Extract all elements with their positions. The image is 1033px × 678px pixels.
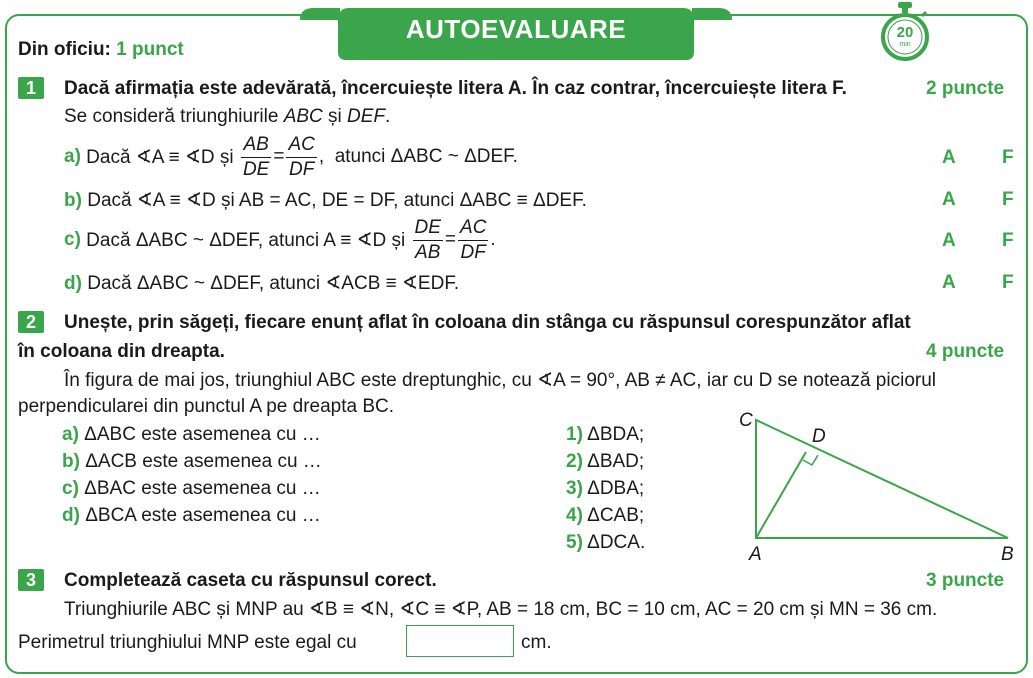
vertex-c-label: C: [739, 410, 753, 431]
exercise-2-points: 4 puncte: [926, 341, 1005, 362]
right-item-label: 2): [566, 451, 583, 472]
left-item-label: d): [62, 505, 80, 526]
statement-c-end: .: [490, 229, 496, 250]
intro-end: .: [385, 106, 391, 127]
intro-triangle-2: DEF: [347, 106, 386, 127]
exercise-1-points: 2 puncte: [926, 78, 1005, 99]
right-item-text: ΔDCA.: [582, 532, 646, 553]
din-oficiu-label: Din oficiu:: [18, 39, 111, 60]
vertex-b-label: B: [1001, 544, 1014, 565]
triangle-abc: [756, 420, 1008, 538]
left-item-c[interactable]: [62, 478, 321, 500]
frac-num: AC: [458, 216, 488, 241]
right-item-label: 3): [566, 478, 583, 499]
frac-den: DF: [460, 241, 486, 263]
left-item-label: b): [62, 451, 80, 472]
left-item-label: a): [62, 424, 79, 445]
right-item-4[interactable]: [566, 505, 644, 527]
choice-c-true[interactable]: A: [942, 230, 956, 251]
vertex-a-label: A: [749, 544, 762, 565]
fraction-de-ab: [413, 216, 443, 265]
fraction-ab-de: [241, 133, 271, 182]
exercise-1-badge: 1: [18, 77, 44, 99]
din-oficiu-value: 1 punct: [116, 39, 184, 60]
right-item-2[interactable]: [566, 451, 644, 473]
right-item-label: 4): [566, 505, 583, 526]
frac-num: AC: [286, 133, 316, 158]
right-item-label: 1): [566, 424, 583, 445]
exercise-3-question: Perimetrul triunghiului MNP este egal cu: [18, 632, 357, 653]
timer-icon: [878, 2, 932, 62]
frac-num: AB: [241, 133, 271, 158]
fraction-ac-df: [458, 216, 488, 265]
choice-d-false[interactable]: F: [1002, 272, 1014, 293]
left-item-b[interactable]: [62, 451, 322, 473]
intro-triangle-1: ABC: [283, 106, 323, 127]
choice-c-false[interactable]: F: [1002, 230, 1014, 251]
statement-d-text: Dacă ΔABC ~ ΔDEF, atunci ∢ACB ≡ ∢EDF.: [81, 273, 460, 294]
exercise-3-badge: 3: [18, 569, 44, 591]
left-item-text: ΔBCA este asemenea cu …: [79, 505, 321, 526]
left-item-text: ΔACB este asemenea cu …: [79, 451, 322, 472]
equals: =: [444, 229, 457, 250]
exercise-3-statement: Triunghiurile ABC și MNP au ∢B ≡ ∢N, ∢C ≡ ∢P, AB = 18 cm, BC = 10 cm, AC = 20 cm și MN = 36 cm.: [64, 599, 938, 620]
exercise-3-instruction: Completează caseta cu răspunsul corect.: [64, 570, 437, 591]
statement-d: [64, 272, 459, 295]
equals: =: [273, 146, 285, 167]
choice-b-false[interactable]: F: [1002, 189, 1014, 210]
right-item-1[interactable]: [566, 424, 644, 446]
altitude-ad: [756, 452, 806, 538]
right-angle-mark: [803, 455, 818, 465]
statement-a: [64, 131, 518, 183]
frac-den: AB: [415, 241, 441, 263]
statement-a-label: a): [64, 146, 81, 167]
frac-den: DE: [242, 158, 270, 180]
din-oficiu: [18, 39, 184, 61]
timer-unit: min: [899, 41, 911, 48]
choice-a-true[interactable]: A: [942, 147, 956, 168]
exercise-2-instruction-line2: în coloana din dreapta.: [18, 341, 225, 362]
vertex-d-label: D: [812, 426, 826, 447]
statement-c-label: c): [64, 229, 81, 250]
exercise-2-instruction-line1: Unește, prin săgeți, fiecare enunț aflat în coloana din stânga cu răspunsul corespunzător aflat: [64, 312, 911, 333]
page-title: AUTOEVALUARE: [405, 14, 627, 44]
statement-c: [64, 214, 496, 266]
choice-d-true[interactable]: A: [942, 272, 956, 293]
answer-input[interactable]: [406, 625, 514, 657]
exercise-3-points: 3 puncte: [926, 570, 1005, 591]
timer-value: 20: [896, 24, 914, 41]
left-item-text: ΔABC este asemenea cu …: [78, 424, 321, 445]
right-item-text: ΔBAD;: [582, 451, 645, 472]
intro-text: Se consideră triunghiurile: [64, 106, 284, 127]
frac-num: DE: [413, 216, 443, 241]
choice-a-false[interactable]: F: [1002, 147, 1014, 168]
statement-b: [64, 189, 587, 212]
left-item-a[interactable]: [62, 424, 321, 446]
frac-den: DF: [288, 158, 315, 180]
right-item-text: ΔDBA;: [582, 478, 645, 499]
fraction-ac-df: [286, 133, 316, 182]
right-item-5[interactable]: [566, 532, 645, 554]
left-item-text: ΔBAC este asemenea cu …: [78, 478, 321, 499]
statement-c-text: Dacă ΔABC ~ ΔDEF, atunci A ≡ ∢D și: [80, 229, 411, 251]
intro-mid: și: [322, 106, 348, 127]
exercise-1-instruction: Dacă afirmația este adevărată, încercuiește litera A. În caz contrar, încercuiește litera F.: [64, 78, 847, 99]
triangle-figure: [730, 410, 1020, 570]
statement-d-label: d): [64, 273, 82, 294]
statement-a-text: Dacă ∢A ≡ ∢D și: [80, 146, 239, 168]
choice-b-true[interactable]: A: [942, 189, 956, 210]
right-item-text: ΔBDA;: [582, 424, 645, 445]
left-item-d[interactable]: [62, 505, 321, 527]
statement-a-end: , atunci ΔABC ~ ΔDEF.: [318, 146, 518, 167]
exercise-2-badge: 2: [18, 311, 44, 333]
right-item-3[interactable]: [566, 478, 644, 500]
statement-b-text: Dacă ∢A ≡ ∢D și AB = AC, DE = DF, atunci ΔABC ≡ ΔDEF.: [81, 190, 587, 211]
exercise-1-intro: [64, 106, 390, 128]
left-item-label: c): [62, 478, 79, 499]
statement-b-label: b): [64, 190, 82, 211]
exercise-2-description-line1: În figura de mai jos, triunghiul ABC este dreptunghic, cu ∢A = 90°, AB ≠ AC, iar cu D se notează piciorul: [64, 370, 936, 391]
right-item-label: 5): [566, 532, 583, 553]
right-item-text: ΔCAB;: [582, 505, 645, 526]
exercise-2-description-line2: perpendicularei din punctul A pe dreapta BC.: [18, 396, 395, 417]
answer-unit: cm.: [521, 632, 552, 653]
